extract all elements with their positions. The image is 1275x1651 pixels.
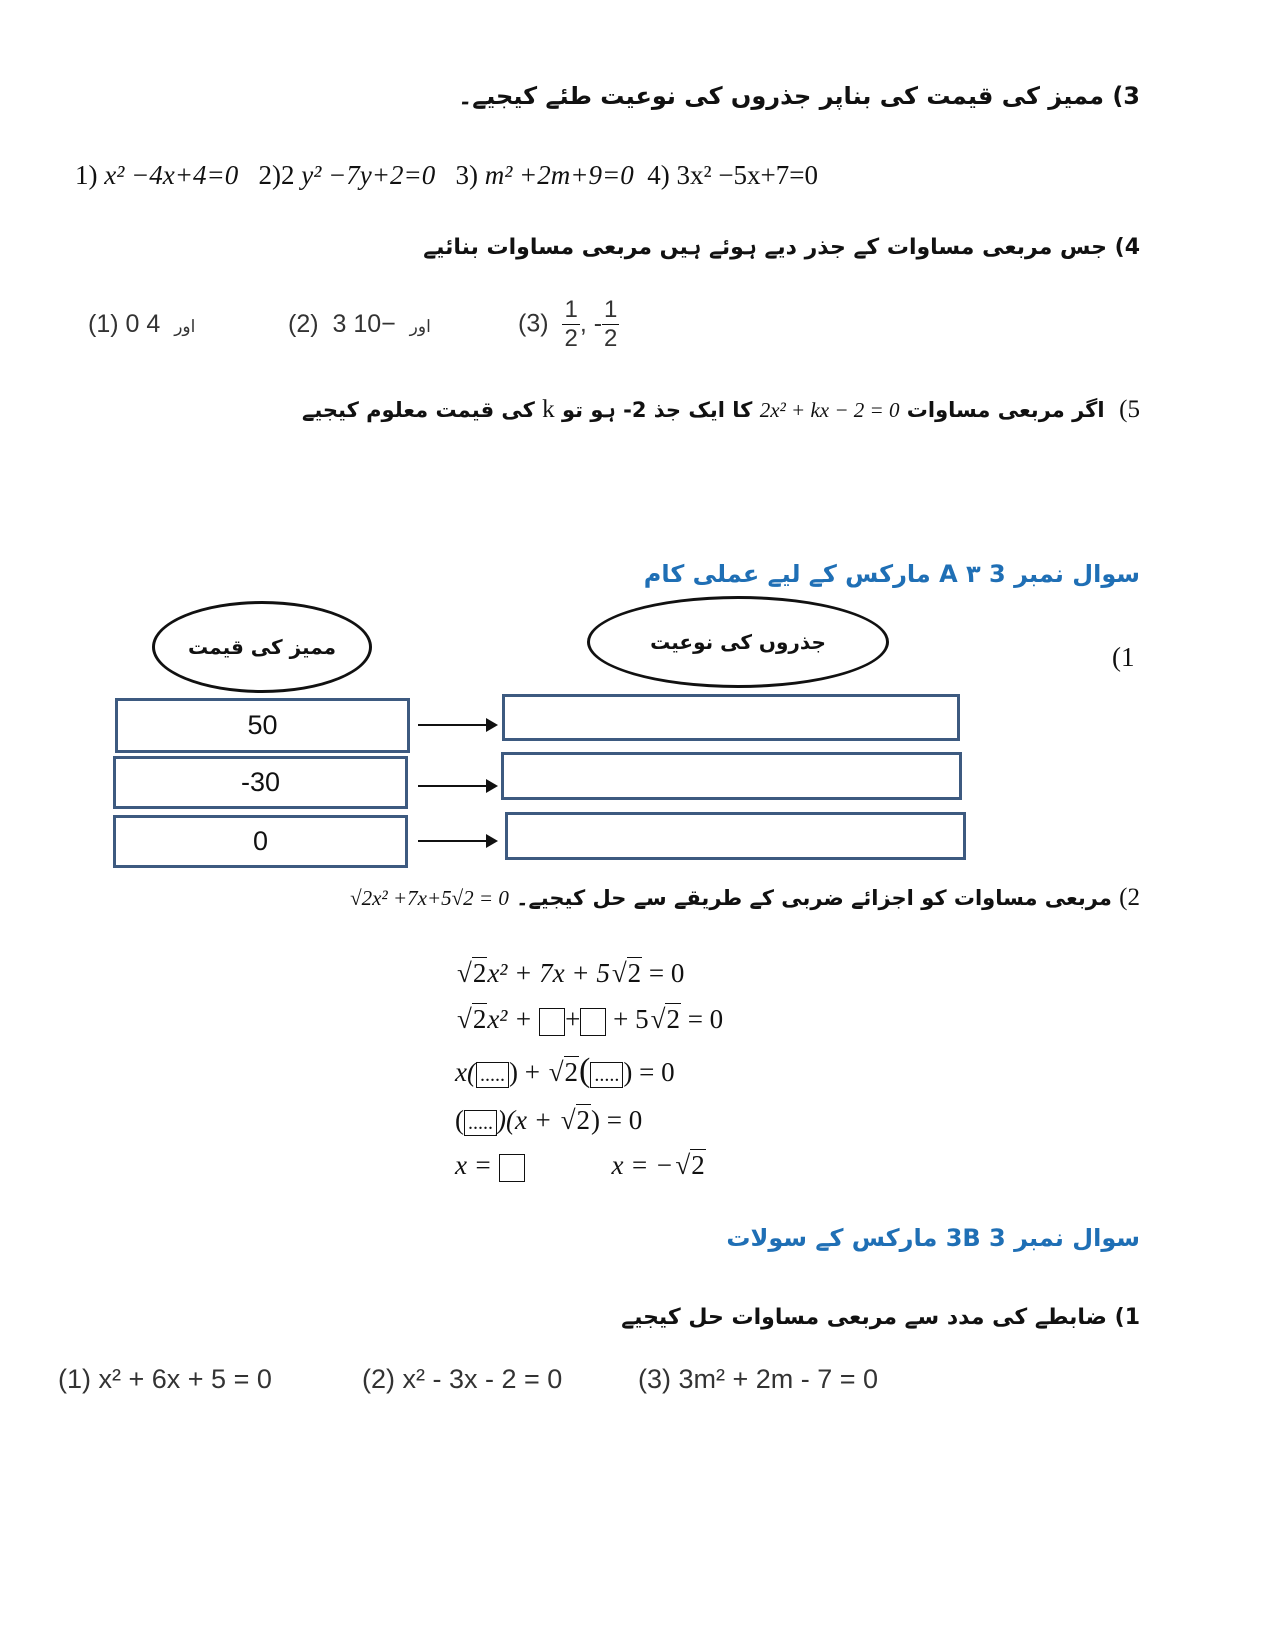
eq-label: 4) xyxy=(647,160,670,190)
blank-box[interactable]: ..... xyxy=(590,1062,623,1088)
value: 4 xyxy=(146,310,161,338)
question-text: مربعی مساوات کو اجزائے ضربی کے طریقے سے حل کیجیے۔ xyxy=(516,886,1112,910)
fraction xyxy=(602,296,619,352)
variable-k: k xyxy=(542,396,555,423)
separator: , - xyxy=(579,309,603,338)
blank-box[interactable]: ..... xyxy=(476,1062,509,1088)
sqrt-icon: √2 xyxy=(560,1105,591,1135)
term: ) = 0 xyxy=(591,1105,643,1135)
blank-box[interactable] xyxy=(539,1008,565,1036)
equation: x² −4x+4=0 xyxy=(104,160,239,190)
term: )(x + xyxy=(497,1105,559,1135)
sqrt-icon: √2 xyxy=(650,1004,680,1034)
denominator: 2 xyxy=(564,324,578,352)
radicand: 2 xyxy=(472,1004,487,1034)
discriminant-value-box: 0 xyxy=(113,815,408,868)
question-text: ممیز کی قیمت کی بناپر جذروں کی نوعیت طئے کیجیے۔ xyxy=(458,82,1104,110)
roots-nature-answer-box[interactable] xyxy=(502,694,960,741)
term: ) + xyxy=(508,1057,547,1087)
blank-box[interactable] xyxy=(580,1008,606,1036)
question-b1 xyxy=(621,1305,1140,1330)
option-2 xyxy=(288,310,431,339)
discriminant-value-box: 50 xyxy=(115,698,410,753)
section-b-heading: سوال نمبر 3 3B مارکس کے سولات xyxy=(726,1224,1140,1252)
qb1-equation: (2) x² - 3x - 2 = 0 xyxy=(362,1364,563,1394)
equation: √2x² +7x+5√2 = 0 xyxy=(350,886,509,910)
term: ) = 0 xyxy=(623,1057,675,1087)
option-label: (2) xyxy=(288,310,319,338)
radicand: 2 xyxy=(666,1004,680,1034)
q4-options xyxy=(88,310,195,339)
sqrt-icon: √2 xyxy=(611,958,642,988)
arrow-icon xyxy=(418,840,496,842)
sqrt-icon: √2 xyxy=(457,958,487,988)
qb1-equation: (1) x² + 6x + 5 = 0 xyxy=(58,1364,272,1394)
term: + xyxy=(565,1004,581,1034)
term: ( xyxy=(455,1105,464,1135)
blank-box[interactable] xyxy=(499,1154,525,1182)
question-text: ضابطے کی مدد سے مربعی مساوات حل کیجیے xyxy=(621,1305,1107,1330)
activity-number: (1 xyxy=(1112,642,1135,672)
term: x( xyxy=(455,1057,476,1087)
q3-equations xyxy=(75,160,818,191)
option-label: (3) xyxy=(518,309,549,338)
text: اگر مربعی مساوات xyxy=(906,398,1105,422)
oval-label: ممیز کی قیمت xyxy=(187,635,337,659)
question-number: 4) xyxy=(1114,235,1140,260)
term: x² + xyxy=(487,1004,533,1034)
value: 0 xyxy=(125,310,140,338)
sqrt-icon: √2 xyxy=(457,1004,487,1034)
question-5 xyxy=(302,396,1140,424)
question-number: 3) xyxy=(1112,82,1140,110)
value: −10 xyxy=(353,310,396,338)
step-4 xyxy=(455,1105,642,1136)
radicand: 2 xyxy=(576,1105,591,1135)
term: x = xyxy=(455,1150,492,1180)
radicand: 2 xyxy=(627,958,642,988)
question-text: جس مربعی مساوات کے جذر دیے ہوئے ہیں مربعی مساوات بنائیے xyxy=(423,235,1107,260)
eq-label: 2)2 xyxy=(258,160,295,190)
term: = 0 xyxy=(642,958,685,988)
section-a-heading: سوال نمبر 3 A ۳ مارکس کے لیے عملی کام xyxy=(643,560,1140,588)
radicand: 2 xyxy=(564,1057,579,1087)
denominator: 2 xyxy=(604,324,618,352)
equation: y² −7y+2=0 xyxy=(301,160,436,190)
eq-label: 3) xyxy=(455,160,478,190)
question-number: 2) xyxy=(1119,884,1140,911)
text: کی قیمت معلوم کیجیے xyxy=(302,398,535,422)
roots-nature-answer-box[interactable] xyxy=(501,752,962,800)
step-5 xyxy=(455,1150,706,1182)
text: کا ایک جذ 2- ہو تو xyxy=(561,398,753,422)
equation: 3x² −5x+7=0 xyxy=(676,160,819,190)
discriminant-oval xyxy=(152,601,372,693)
option-1 xyxy=(88,310,195,338)
blank-box[interactable]: ..... xyxy=(464,1110,497,1136)
option-label: (1) xyxy=(88,310,119,338)
term: x = − xyxy=(611,1150,674,1180)
numerator: 1 xyxy=(604,296,618,323)
qb1-equation: (3) 3m² + 2m - 7 = 0 xyxy=(638,1364,879,1394)
sqrt-icon: √2 xyxy=(548,1057,579,1087)
step-3 xyxy=(455,1052,675,1090)
value: 3 xyxy=(332,310,347,338)
arrow-icon xyxy=(418,724,496,726)
question-2 xyxy=(350,884,1140,912)
roots-nature-oval xyxy=(587,596,889,688)
question-number: 1) xyxy=(1114,1305,1140,1330)
arrow-icon xyxy=(418,785,496,787)
equation: 2x² + kx − 2 = 0 xyxy=(759,398,900,422)
sqrt-icon: √2 xyxy=(675,1150,705,1180)
oval-label: جذروں کی نوعیت xyxy=(650,630,826,654)
radicand: 2 xyxy=(472,958,487,988)
discriminant-value-box: -30 xyxy=(113,756,408,809)
step-2 xyxy=(455,1004,723,1036)
eq-label: 1) xyxy=(75,160,98,190)
numerator: 1 xyxy=(564,296,578,323)
term: x² + 7x + 5 xyxy=(487,958,610,988)
question-4 xyxy=(423,235,1140,260)
term: + 5 xyxy=(613,1004,649,1034)
radicand: 2 xyxy=(691,1150,705,1180)
fraction xyxy=(562,296,579,352)
option-3 xyxy=(518,296,619,352)
question-number: 5) xyxy=(1119,396,1140,423)
step-1 xyxy=(455,958,684,989)
term: ( xyxy=(579,1052,591,1089)
equation: m² +2m+9=0 xyxy=(484,160,634,190)
roots-nature-answer-box[interactable] xyxy=(505,812,966,860)
term: = 0 xyxy=(680,1004,724,1034)
and-word: اور xyxy=(409,317,431,336)
question-3 xyxy=(458,82,1140,110)
and-word: اور xyxy=(174,317,196,336)
